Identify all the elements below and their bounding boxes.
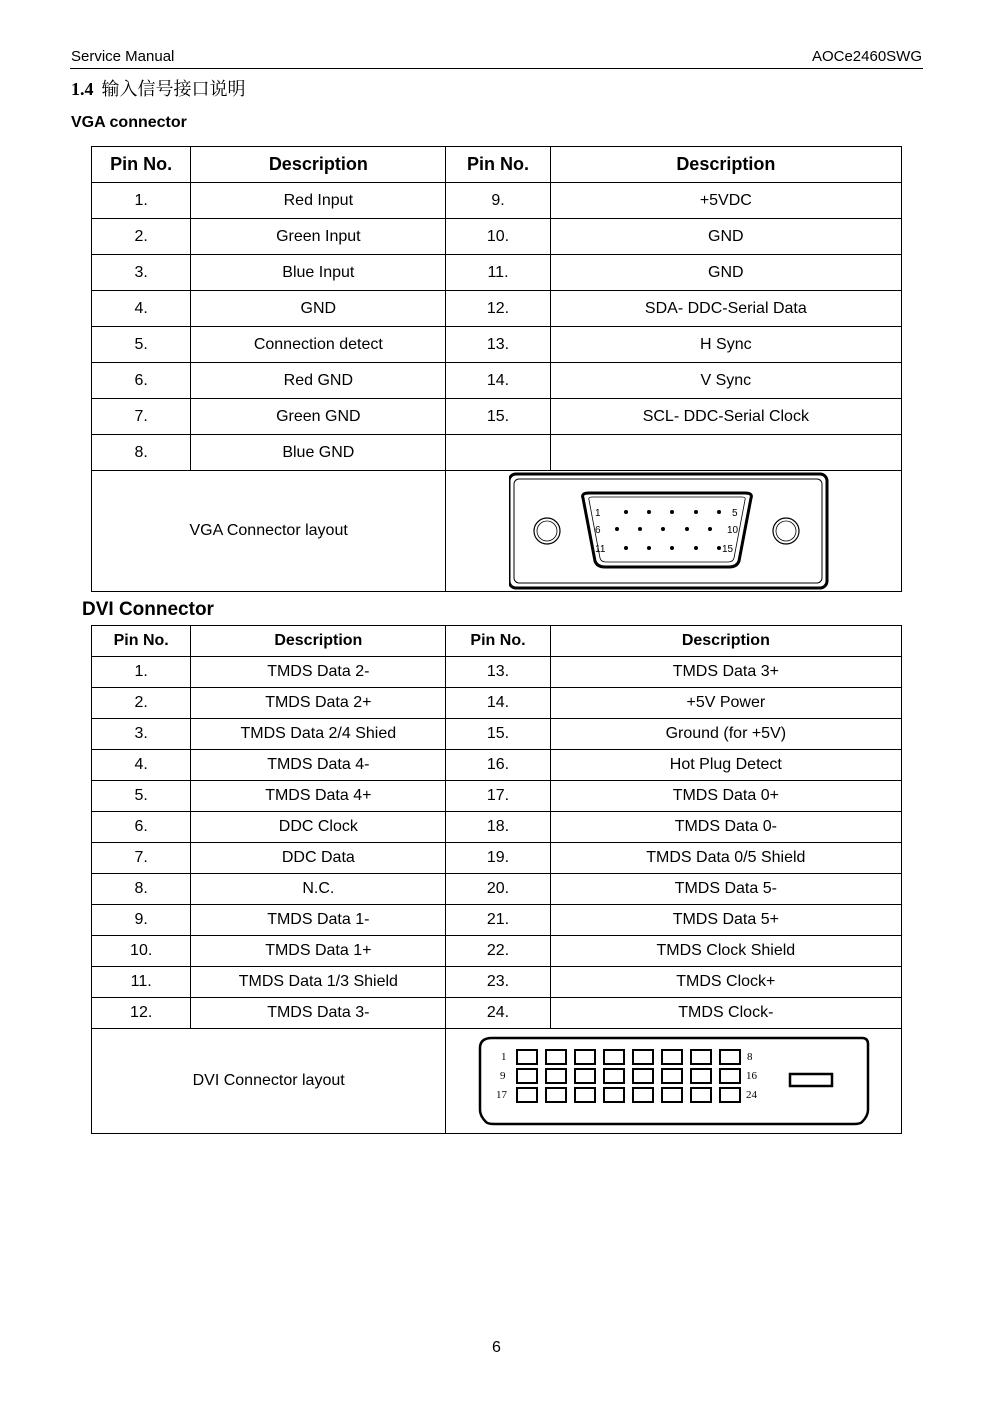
dvi-description-cell: Hot Plug Detect (550, 750, 901, 781)
dvi-pin-cell: 14. (446, 688, 550, 719)
dvi-pin-box (633, 1069, 653, 1083)
vga-pin-label-1: 1 (594, 508, 601, 519)
dvi-pin-cell: 1. (92, 657, 191, 688)
dvi-pin-box (662, 1050, 682, 1064)
dvi-pin-label-24: 24 (745, 1089, 757, 1101)
dvi-pin-cell: 3. (92, 719, 191, 750)
table-row (92, 688, 902, 719)
vga-pin-dot (661, 527, 665, 531)
dvi-pin-box (604, 1069, 624, 1083)
vga-description-cell: GND (191, 291, 446, 327)
dvi-pin-cell: 5. (92, 781, 191, 812)
vga-col-desc-1: Description (191, 147, 446, 183)
dvi-pin-box (691, 1050, 711, 1064)
dvi-pin-label-16: 16 (745, 1070, 757, 1082)
dvi-pin-box (633, 1088, 653, 1102)
vga-pin-cell: 10. (446, 219, 550, 255)
dvi-pin-cell: 10. (92, 936, 191, 967)
dvi-col-pin-2: Pin No. (446, 626, 550, 657)
dvi-description-cell: TMDS Data 1- (191, 905, 446, 936)
dvi-pin-cell: 11. (92, 967, 191, 998)
dvi-layout-row (92, 1029, 902, 1134)
vga-pin-dot (685, 527, 689, 531)
vga-pin-dot (670, 546, 674, 550)
dvi-pin-cell: 21. (446, 905, 550, 936)
vga-pin-cell: 12. (446, 291, 550, 327)
dvi-pin-box (720, 1050, 740, 1064)
vga-pin-cell: 15. (446, 399, 550, 435)
dvi-pin-cell: 19. (446, 843, 550, 874)
dvi-pin-box (604, 1050, 624, 1064)
dvi-description-cell: TMDS Data 2+ (191, 688, 446, 719)
vga-pin-cell (446, 435, 550, 471)
table-row (92, 719, 902, 750)
dvi-description-cell: Ground (for +5V) (550, 719, 901, 750)
dvi-pin-box (662, 1088, 682, 1102)
dvi-pin-cell: 7. (92, 843, 191, 874)
vga-description-cell: Green Input (191, 219, 446, 255)
vga-pin-dot (694, 546, 698, 550)
section-number: 1.4 (71, 79, 94, 99)
dvi-description-cell: TMDS Data 0/5 Shield (550, 843, 901, 874)
vga-pin-dot (624, 546, 628, 550)
table-row (92, 255, 902, 291)
dvi-description-cell: TMDS Data 2- (191, 657, 446, 688)
dvi-pin-box (604, 1088, 624, 1102)
dvi-connector-diagram (474, 1034, 874, 1128)
dvi-pin-cell: 23. (446, 967, 550, 998)
vga-col-desc-2: Description (550, 147, 901, 183)
header-left: Service Manual (71, 48, 175, 65)
dvi-description-cell: N.C. (191, 874, 446, 905)
dvi-pin-cell: 13. (446, 657, 550, 688)
vga-heading: VGA connector (71, 114, 187, 131)
vga-pin-dot (638, 527, 642, 531)
dvi-description-cell: TMDS Data 5- (550, 874, 901, 905)
vga-description-cell: Red GND (191, 363, 446, 399)
dvi-description-cell: TMDS Data 3- (191, 998, 446, 1029)
table-row (92, 936, 902, 967)
dvi-description-cell: TMDS Data 1/3 Shield (191, 967, 446, 998)
vga-description-cell: Green GND (191, 399, 446, 435)
dvi-pin-cell: 20. (446, 874, 550, 905)
header-rule (70, 68, 923, 69)
dvi-diagram-cell (446, 1029, 902, 1134)
vga-pin-dot (717, 510, 721, 514)
table-row (92, 363, 902, 399)
dvi-pin-box (575, 1069, 595, 1083)
vga-description-cell: V Sync (550, 363, 901, 399)
vga-pin-dot (717, 546, 721, 550)
vga-pin-label-5: 5 (731, 508, 738, 519)
vga-description-cell: +5VDC (550, 183, 901, 219)
table-row (92, 435, 902, 471)
vga-pin-cell: 5. (92, 327, 191, 363)
table-row (92, 183, 902, 219)
dvi-pin-box (662, 1069, 682, 1083)
vga-description-cell: Blue Input (191, 255, 446, 291)
vga-pin-dot (647, 546, 651, 550)
dvi-description-cell: +5V Power (550, 688, 901, 719)
dvi-pin-cell: 15. (446, 719, 550, 750)
dvi-pin-box (575, 1050, 595, 1064)
dvi-pin-box (517, 1069, 537, 1083)
vga-pin-cell: 9. (446, 183, 550, 219)
dvi-description-cell: TMDS Data 0+ (550, 781, 901, 812)
dvi-pin-box (633, 1050, 653, 1064)
vga-pin-dot (647, 510, 651, 514)
vga-pin-cell: 11. (446, 255, 550, 291)
table-row (92, 327, 902, 363)
dvi-pin-table (91, 625, 902, 1134)
dvi-pin-cell: 6. (92, 812, 191, 843)
vga-description-cell: Red Input (191, 183, 446, 219)
dvi-col-desc-1: Description (191, 626, 446, 657)
dvi-pin-cell: 18. (446, 812, 550, 843)
dvi-description-cell: DDC Data (191, 843, 446, 874)
dvi-pin-box (517, 1088, 537, 1102)
table-row (92, 291, 902, 327)
dvi-pin-label-9: 9 (499, 1070, 506, 1082)
dvi-col-desc-2: Description (550, 626, 901, 657)
table-row (92, 399, 902, 435)
dvi-description-cell: TMDS Data 5+ (550, 905, 901, 936)
dvi-description-cell: TMDS Data 1+ (191, 936, 446, 967)
dvi-pin-box (546, 1088, 566, 1102)
dvi-description-cell: TMDS Clock- (550, 998, 901, 1029)
vga-col-pin-2: Pin No. (446, 147, 550, 183)
dvi-pin-cell: 9. (92, 905, 191, 936)
vga-connector-diagram (509, 471, 839, 591)
vga-header-row (92, 147, 902, 183)
dvi-pin-label-17: 17 (495, 1089, 507, 1101)
table-row (92, 750, 902, 781)
table-row (92, 843, 902, 874)
dvi-description-cell: DDC Clock (191, 812, 446, 843)
vga-description-cell: GND (550, 255, 901, 291)
dvi-description-cell: TMDS Data 4+ (191, 781, 446, 812)
vga-pin-cell: 2. (92, 219, 191, 255)
dvi-pin-cell: 2. (92, 688, 191, 719)
dvi-description-cell: TMDS Data 2/4 Shied (191, 719, 446, 750)
vga-pin-cell: 7. (92, 399, 191, 435)
vga-description-cell: SDA- DDC-Serial Data (550, 291, 901, 327)
table-row (92, 905, 902, 936)
vga-layout-row (92, 471, 902, 592)
dvi-pin-label-8: 8 (746, 1051, 753, 1063)
vga-diagram-cell (446, 471, 902, 592)
dvi-layout-label: DVI Connector layout (92, 1029, 446, 1134)
table-row (92, 219, 902, 255)
section-title-text: 输入信号接口说明 (101, 79, 246, 100)
vga-pin-label-11: 11 (594, 544, 606, 555)
vga-col-pin-1: Pin No. (92, 147, 191, 183)
vga-pin-table (91, 146, 902, 592)
vga-pin-dot (708, 527, 712, 531)
vga-pin-dot (624, 510, 628, 514)
dvi-pin-box (575, 1088, 595, 1102)
dvi-pin-box (720, 1069, 740, 1083)
table-row (92, 967, 902, 998)
vga-pin-label-6: 6 (594, 525, 601, 536)
dvi-pin-cell: 24. (446, 998, 550, 1029)
dvi-pin-label-1: 1 (500, 1051, 507, 1063)
vga-pin-cell: 14. (446, 363, 550, 399)
dvi-description-cell: TMDS Clock Shield (550, 936, 901, 967)
dvi-pin-cell: 8. (92, 874, 191, 905)
dvi-heading: DVI Connector (82, 599, 214, 620)
vga-pin-label-15: 15 (721, 544, 733, 555)
table-row (92, 657, 902, 688)
vga-pin-cell: 1. (92, 183, 191, 219)
dvi-pin-box (691, 1069, 711, 1083)
vga-pin-dot (694, 510, 698, 514)
dvi-pin-box (546, 1050, 566, 1064)
dvi-pin-box (517, 1050, 537, 1064)
vga-layout-label: VGA Connector layout (92, 471, 446, 592)
header-right: AOCe2460SWG (811, 48, 922, 65)
dvi-pin-box (691, 1088, 711, 1102)
dvi-pin-box (720, 1088, 740, 1102)
dvi-pin-cell: 17. (446, 781, 550, 812)
dvi-col-pin-1: Pin No. (92, 626, 191, 657)
table-row (92, 781, 902, 812)
dvi-description-cell: TMDS Data 0- (550, 812, 901, 843)
dvi-description-cell: TMDS Data 4- (191, 750, 446, 781)
dvi-description-cell: TMDS Data 3+ (550, 657, 901, 688)
vga-description-cell: H Sync (550, 327, 901, 363)
vga-description-cell: Blue GND (191, 435, 446, 471)
table-row (92, 998, 902, 1029)
table-row (92, 874, 902, 905)
vga-pin-label-10: 10 (726, 525, 738, 536)
dvi-pin-cell: 16. (446, 750, 550, 781)
page-number: 6 (492, 1339, 501, 1356)
dvi-pin-box (546, 1069, 566, 1083)
section-title (71, 75, 246, 101)
vga-pin-dot (670, 510, 674, 514)
vga-pin-cell: 8. (92, 435, 191, 471)
vga-description-cell: SCL- DDC-Serial Clock (550, 399, 901, 435)
vga-description-cell: GND (550, 219, 901, 255)
dvi-description-cell: TMDS Clock+ (550, 967, 901, 998)
dvi-pin-cell: 4. (92, 750, 191, 781)
vga-description-cell: Connection detect (191, 327, 446, 363)
vga-description-cell (550, 435, 901, 471)
dvi-header-row (92, 626, 902, 657)
vga-pin-cell: 4. (92, 291, 191, 327)
vga-pin-dot (615, 527, 619, 531)
dvi-pin-cell: 12. (92, 998, 191, 1029)
vga-pin-cell: 3. (92, 255, 191, 291)
vga-pin-cell: 13. (446, 327, 550, 363)
vga-pin-cell: 6. (92, 363, 191, 399)
table-row (92, 812, 902, 843)
dvi-pin-cell: 22. (446, 936, 550, 967)
